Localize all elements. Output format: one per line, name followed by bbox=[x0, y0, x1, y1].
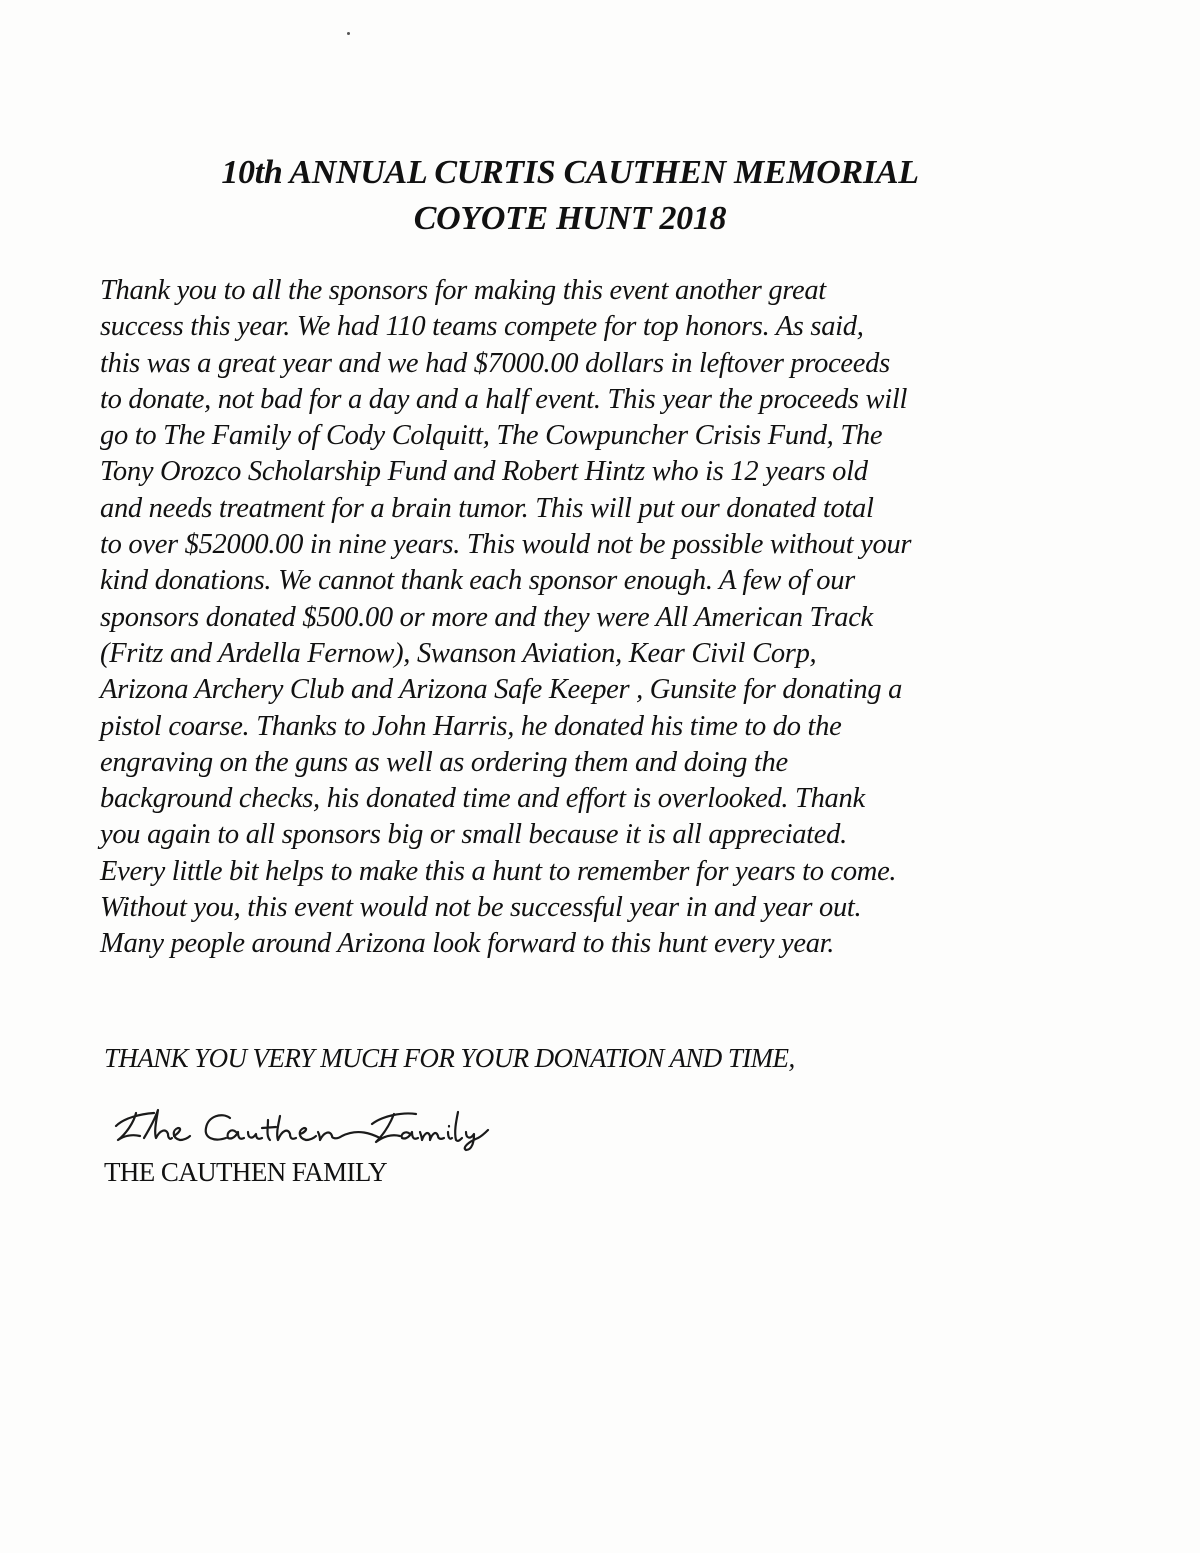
body-line: kind donations. We cannot thank each sponsor enough. A few of our bbox=[100, 565, 855, 597]
body-line: Without you, this event would not be successful year in and year out. bbox=[100, 892, 862, 924]
body-line: Thank you to all the sponsors for making this event another great bbox=[100, 275, 826, 306]
body-line: this was a great year and we had $7000.00 dollars in leftover proceeds bbox=[100, 347, 890, 379]
body-line: success this year. We had 110 teams compete for top honors. As said, bbox=[100, 311, 864, 343]
body-line: Tony Orozco Scholarship Fund and Robert Hintz who is 12 years old bbox=[100, 456, 868, 488]
body-line: engraving on the guns as well as ordering them and doing the bbox=[100, 746, 788, 778]
body-line: to over $52000.00 in nine years. This would not be possible without your bbox=[100, 529, 912, 561]
handwritten-signature bbox=[110, 1098, 500, 1152]
printed-name: THE CAUTHEN FAMILY bbox=[104, 1157, 387, 1187]
letter-body bbox=[100, 273, 1060, 963]
body-line: you again to all sponsors big or small because it is all appreciated. bbox=[100, 819, 847, 851]
body-line: and needs treatment for a brain tumor. This will put our donated total bbox=[100, 492, 874, 524]
body-line: sponsors donated $500.00 or more and they were All American Track bbox=[100, 601, 873, 633]
body-line: pistol coarse. Thanks to John Harris, he donated his time to do the bbox=[100, 710, 842, 742]
scan-speck bbox=[347, 32, 350, 35]
body-line: background checks, his donated time and effort is overlooked. Thank bbox=[100, 783, 865, 815]
body-line: Every little bit helps to make this a hunt to remember for years to come. bbox=[100, 855, 897, 887]
body-line: (Fritz and Ardella Fernow), Swanson Aviation, Kear Civil Corp, bbox=[100, 637, 817, 669]
body-line: Many people around Arizona look forward to this hunt every year. bbox=[100, 928, 835, 960]
body-line: Arizona Archery Club and Arizona Safe Keeper , Gunsite for donating a bbox=[100, 674, 903, 706]
body-line: to donate, not bad for a day and a half event. This year the proceeds will bbox=[100, 383, 908, 415]
document-title-line-2: COYOTE HUNT 2018 bbox=[413, 200, 727, 237]
closing-line: THANK YOU VERY MUCH FOR YOUR DONATION AND TIME, bbox=[104, 1043, 795, 1073]
body-line: go to The Family of Cody Colquitt, The Cowpuncher Crisis Fund, The bbox=[100, 420, 883, 452]
document-title-line-1: 10th ANNUAL CURTIS CAUTHEN MEMORIAL bbox=[221, 154, 919, 191]
